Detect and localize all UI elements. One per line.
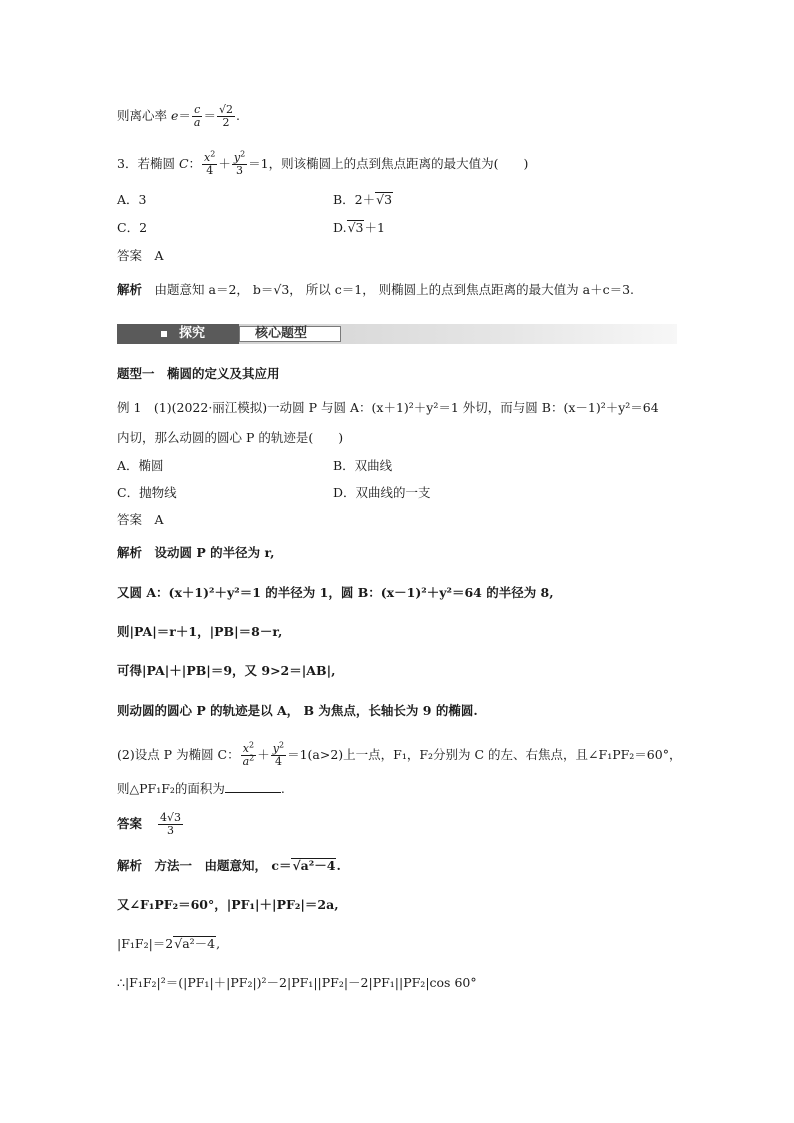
type-1-heading: 题型一 椭圆的定义及其应用 [117,366,280,381]
fraction-sqrt2-over-2: $\frac{√2}{2}$ [218,103,233,129]
fraction-4sqrt3-over-3: $\frac{4√3}{3}$ [160,811,182,837]
example-1-analysis-4: 可得|PA|＋|PB|＝9，又 9>2＝|AB|, [117,663,336,678]
example-1-part-2-analysis-2: 又∠F₁PF₂＝60°，|PF₁|＋|PF₂|＝2a, [117,897,339,912]
example-1-part-2-analysis-1: 解析 方法一 由题意知， c＝√a²－4. [117,858,341,873]
eccentricity-line: 则离心率 e＝ $\frac{c}{a}$ ＝ $\frac{√2}{2}$ . [117,103,240,129]
example-1-option-c: C．抛物线 [117,485,177,500]
fraction-c-over-a: $\frac{c}{a}$ [193,103,201,129]
square-bullet-icon [161,331,167,337]
question-3-option-c: C．2 [117,220,148,235]
section-header-bar [117,324,677,344]
fraction-x2-over-4: $\frac{x^2}{4}$ [204,149,216,177]
fraction-y2-over-4: $\frac{y^2}{4}$ [272,740,285,768]
example-1-option-d: D．双曲线的一支 [333,485,431,500]
question-3-option-b: B．2＋√3 [333,192,393,207]
question-3-analysis: 解析 由题意知 a＝2， b＝√3， 所以 c＝1， 则椭圆上的点到焦点距离的最大值为 a＋c＝3. [117,282,635,297]
example-1-option-b: B．双曲线 [333,458,393,473]
question-3-option-a: A．3 [117,192,147,207]
question-3-stem: 3．若椭圆 C： $\frac{x^2}{4}$ ＋ $\frac{y^2}{3}$ ＝1，则该椭圆上的点到焦点距离的最大值为( ) [117,149,529,177]
example-1-part-2-answer: 答案 $\frac{4√3}{3}$ [117,811,182,837]
section-title-core-types: 核心题型 [255,326,308,341]
section-title-explore: 探究 [179,326,206,341]
answer-blank [225,782,281,793]
question-3-option-d: D.√3＋1 [333,220,385,235]
fraction-y2-over-3: $\frac{y^2}{3}$ [233,149,246,177]
example-1-part-2-analysis-3: |F₁F₂|＝2√a²－4, [117,936,221,951]
example-1-line-1: 例 1 (1)(2022·丽江模拟)一动圆 P 与圆 A：(x＋1)²＋y²＝1 外切，而与圆 B：(x－1)²＋y²＝64 [117,400,659,415]
fraction-x2-over-a2: $\frac{x^2}{a^2}$ [242,740,255,768]
example-1-analysis-5: 则动圆的圆心 P 的轨迹是以 A， B 为焦点，长轴长为 9 的椭圆. [117,703,478,718]
example-1-analysis-2: 又圆 A：(x＋1)²＋y²＝1 的半径为 1，圆 B：(x－1)²＋y²＝64 的半径为 8, [117,585,554,600]
example-1-option-a: A．椭圆 [117,458,164,473]
example-1-analysis-1: 解析 设动圆 P 的半径为 r, [117,545,275,560]
example-1-part-2-stem: (2)设点 P 为椭圆 C： $\frac{x^2}{a^2}$ ＋ $\frac{y^2}{4}$ ＝1(a>2)上一点，F₁，F₂分别为 C 的左、右焦点，且∠F₁PF₂＝60°， [117,740,682,768]
example-1-analysis-3: 则|PA|＝r＋1，|PB|＝8－r, [117,624,283,639]
example-1-answer: 答案 A [117,512,164,527]
question-3-answer: 答案 A [117,248,164,263]
example-1-part-2-analysis-4: ∴|F₁F₂|²＝(|PF₁|＋|PF₂|)²－2|PF₁||PF₂|－2|PF₁||PF₂|cos 60° [117,975,477,990]
example-1-part-2-line-2: 则△PF₁F₂的面积为 . [117,781,285,796]
section-header-dark-block [117,324,239,344]
example-1-line-2: 内切，那么动圆的圆心 P 的轨迹是( ) [117,430,344,445]
